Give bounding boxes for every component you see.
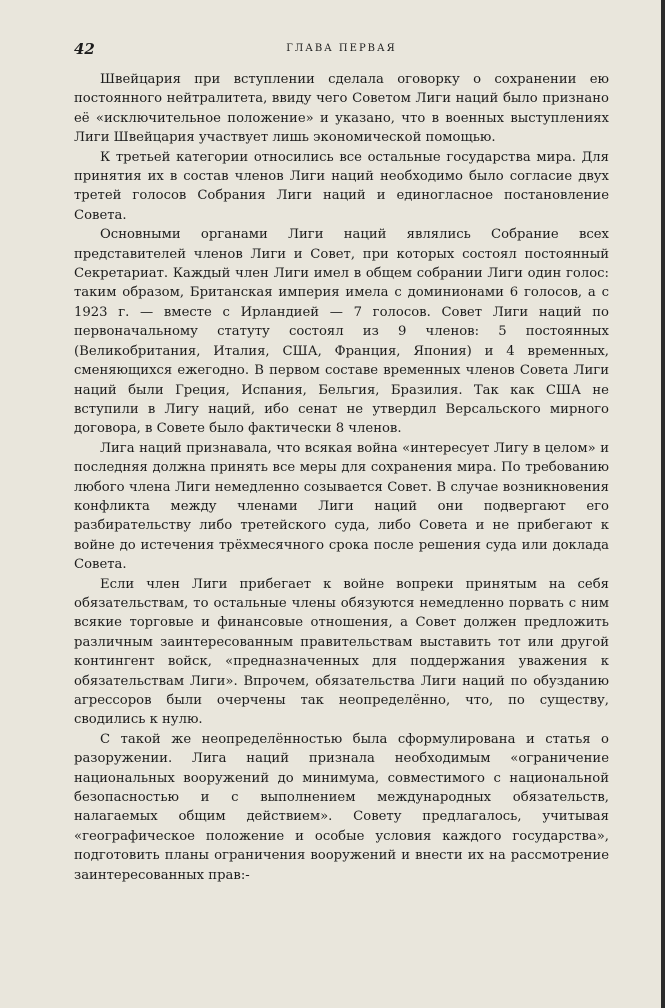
running-head: ГЛАВА ПЕРВАЯ [286,43,397,54]
paragraph-disarmament: С такой же неопределённостью была сформулирована и статья о разоружении. Лига наций признала необходимым «ограничение национальных вооружений до минимума, совместимого с национальной безопасностью и с выполнением международных обязательств, налагаемых общим действием». Совету предлагалось, учитывая «географическое положение и особые условия каждого государства», подготовить планы ограничения вооружений и внести их на рассмотрение заинтересованных прав:- [74,731,609,883]
paragraph-switzerland: Швейцария при вступлении сделала оговорку о сохранении ею постоянного нейтралитета, ввиду чего Советом Лиги наций было признано её «исключительное положение» и указано, что в военных выступлениях Лиги Швейцария участвует лишь экономической помощью. [74,72,609,146]
paragraph-third-category: К третьей категории относились все остальные государства мира. Для принятия их в состав членов Лиги наций необходимо было согласие двух третей голосов Собрания Лиги наций и единогласное постановление Совета. [74,149,609,223]
paragraph-obligations: Если член Лиги прибегает к войне вопреки принятым на себя обязательствам, то остальные члены обязуются немедленно порвать с ним всякие торговые и финансовые отношения, а Совет должен предложить различным заинтересованным правительствам выставить тот или другой контингент войск, «предназначенных для поддержания уважения к обязательствам Лиги». Впрочем, обязательства Лиги наций по обузданию агрессоров были очерчены так неопределённо, что, по существу, сводились к нулю. [74,576,609,728]
paragraph-war-interest: Лига наций признавала, что всякая война «интересует Лигу в целом» и последняя должна принять все меры для сохранения мира. По требованию любого члена Лиги немедленно созывается Совет. В случае возникновения конфликта между членами Лиги наций они подвергают его разбирательству либо третейского суда, либо Совета и не прибегают к войне до истечения трёхмесячного срока после решения суда или доклада Совета. [74,440,609,573]
paragraph-main-organs: Основными органами Лиги наций являлись Собрание всех представителей членов Лиги и Совет, при которых состоял постоянный Секретариат. Каждый член Лиги имел в общем собрании Лиги один голос: таким образом, Британская империя имела с доминионами 6 голосов, а с 1923 г. — вместе с Ирландией — 7 голосов. Совет Лиги наций по первоначальному статуту состоял из 9 членов: 5 постоянных (Великобритания, Италия, США, Франция, Япония) и 4 временных, сменяющихся ежегодно. В первом составе временных членов Совета Лиги наций были Греция, Испания, Бельгия, Бразилия. Так как США не вступили в Лигу наций, ибо сенат не утвердил Версальского мирного договора, в Совете было фактически 8 членов. [74,227,609,437]
page-edge-shadow [661,0,665,1008]
page-number: 42 [74,40,95,58]
page-header [74,40,609,70]
body-text [74,70,609,885]
